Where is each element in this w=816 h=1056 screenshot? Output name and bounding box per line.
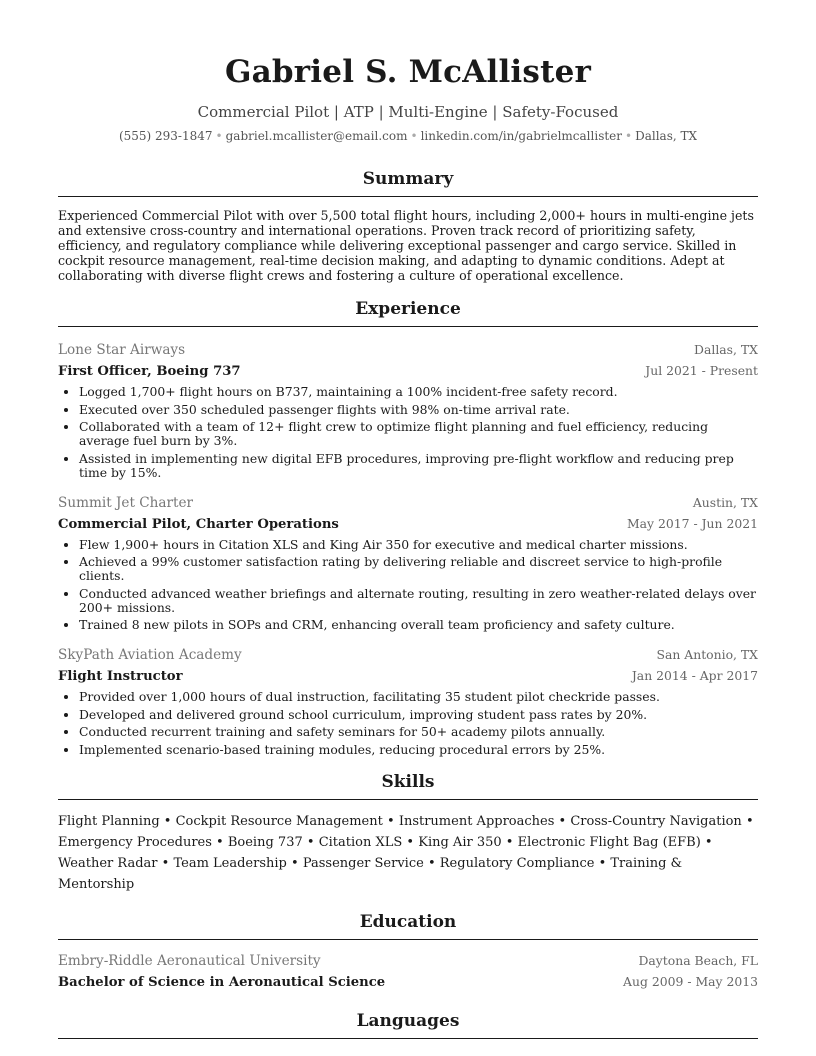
job-bullet: • Conducted advanced weather briefings and alternate routing, resulting in zero weather-related delays over 200+ missions.: [79, 587, 758, 615]
job-entry: [58, 341, 758, 480]
job-dates: Jul 2021 - Present: [645, 363, 758, 378]
contact-phone: (555) 293-1847: [118, 129, 213, 143]
education-heading: Education: [58, 911, 758, 940]
skills-heading: Skills: [58, 771, 758, 800]
job-bullet: • Collaborated with a team of 12+ flight crew to optimize flight planning and fuel efficiency, reducing average fuel burn by 3%.: [79, 420, 758, 448]
job-bullet: • Developed and delivered ground school curriculum, improving student pass rates by 20%.: [79, 708, 758, 722]
skill-separator: •: [161, 855, 170, 871]
skill-separator: •: [505, 834, 514, 850]
job-company: Summit Jet Charter: [58, 494, 194, 511]
summary-text: Experienced Commercial Pilot with over 5,500 total flight hours, including 2,000+ hours in multi-engine jets and extensive cross-country and international operations. Proven track record of prioritizing safety, efficiency, and regulatory compliance while delivering exceptional passenger and cargo service. Skilled in cockpit resource management, real-time decision making, and adapting to dynamic conditions. Adept at collaborating with diverse flight crews and fostering a culture of operational excellence.: [58, 208, 754, 283]
job-bullet: • Executed over 350 scheduled passenger flights with 98% on-time arrival rate.: [79, 403, 758, 417]
job-role: Commercial Pilot, Charter Operations: [58, 516, 339, 532]
skill-separator: •: [163, 813, 172, 829]
job-role: Flight Instructor: [58, 669, 183, 684]
job-bullets: [58, 385, 758, 480]
job-location: Dallas, TX: [694, 342, 758, 357]
skill-item: Emergency Procedures: [58, 834, 212, 850]
skill-item: Team Leadership: [173, 855, 287, 871]
job-company: SkyPath Aviation Academy: [58, 647, 242, 663]
skill-separator: •: [704, 834, 713, 850]
skill-item: Weather Radar: [58, 855, 158, 871]
skill-separator: •: [598, 855, 607, 871]
experience-list: [58, 341, 758, 757]
skill-separator: •: [427, 855, 436, 871]
skill-item: Instrument Approaches: [398, 813, 555, 829]
job-entry: [58, 646, 758, 757]
skill-separator: •: [216, 834, 224, 850]
resume-page: [58, 0, 758, 1039]
headline: Commercial Pilot | ATP | Multi-Engine | Safety-Focused: [197, 103, 619, 121]
job-bullet: • Trained 8 new pilots in SOPs and CRM, enhancing overall team proficiency and safety culture.: [79, 618, 758, 632]
job-dates: May 2017 - Jun 2021: [626, 515, 758, 531]
skill-item: Citation XLS: [318, 834, 403, 850]
languages-heading: Languages: [58, 1010, 758, 1039]
contact-linkedin[interactable]: linkedin.com/in/gabrielmcallister: [420, 129, 623, 143]
skills-list: [58, 811, 758, 895]
job-entry: [58, 494, 758, 633]
contact-location: Dallas, TX: [635, 129, 698, 143]
summary-heading: Summary: [58, 168, 758, 197]
skill-item: Training & Mentorship: [58, 855, 683, 892]
contact-separator: •: [215, 129, 223, 143]
skill-item: Regulatory Compliance: [439, 855, 595, 871]
skill-item: Passenger Service: [302, 855, 424, 871]
job-bullets: [58, 690, 758, 757]
skill-item: Cross-Country Navigation: [570, 813, 742, 829]
skill-separator: •: [291, 855, 299, 871]
job-role: First Officer, Boeing 737: [58, 364, 241, 379]
job-bullet: • Provided over 1,000 hours of dual instruction, facilitating 35 student pilot checkride passes.: [79, 690, 758, 704]
education-location: Daytona Beach, FL: [638, 952, 758, 968]
education-degree: Bachelor of Science in Aeronautical Science: [58, 974, 386, 990]
job-dates: Jan 2014 - Apr 2017: [631, 668, 758, 683]
job-company: Lone Star Airways: [58, 342, 186, 358]
skill-separator: •: [387, 813, 395, 829]
job-bullet: • Implemented scenario-based training modules, reducing procedural errors by 25%.: [79, 743, 758, 757]
job-location: Austin, TX: [692, 494, 758, 510]
skill-item: Cockpit Resource Management: [175, 813, 383, 829]
job-bullet: • Conducted recurrent training and safety seminars for 50+ academy pilots annually.: [79, 725, 758, 739]
contact-email[interactable]: gabriel.mcallister@email.com: [225, 129, 408, 143]
skill-separator: •: [558, 813, 567, 829]
job-location: San Antonio, TX: [656, 647, 758, 662]
skill-separator: •: [306, 834, 315, 850]
skill-item: King Air 350: [418, 834, 502, 850]
education-entry: [58, 952, 758, 992]
contact-line: [58, 128, 758, 144]
experience-heading: Experience: [58, 298, 758, 327]
contact-separator: •: [625, 129, 633, 143]
job-bullet: • Achieved a 99% customer satisfaction rating by delivering reliable and discreet service to high-profile clients.: [79, 555, 758, 583]
education-dates: Aug 2009 - May 2013: [623, 973, 758, 989]
job-bullet: • Logged 1,700+ flight hours on B737, maintaining a 100% incident-free safety record.: [79, 385, 758, 399]
skill-separator: •: [745, 813, 754, 829]
job-bullet: • Flew 1,900+ hours in Citation XLS and King Air 350 for executive and medical charter missions.: [79, 538, 758, 552]
candidate-name: Gabriel S. McAllister: [224, 54, 592, 90]
education-school: Embry-Riddle Aeronautical University: [58, 952, 321, 969]
job-bullet: • Assisted in implementing new digital EFB procedures, improving pre-flight workflow and reducing prep time by 15%.: [79, 452, 758, 480]
skill-item: Boeing 737: [227, 834, 303, 850]
skill-item: Electronic Flight Bag (EFB): [517, 834, 701, 850]
job-bullets: [58, 538, 758, 633]
skill-separator: •: [406, 834, 415, 850]
skill-item: Flight Planning: [58, 813, 160, 829]
contact-separator: •: [410, 129, 418, 143]
